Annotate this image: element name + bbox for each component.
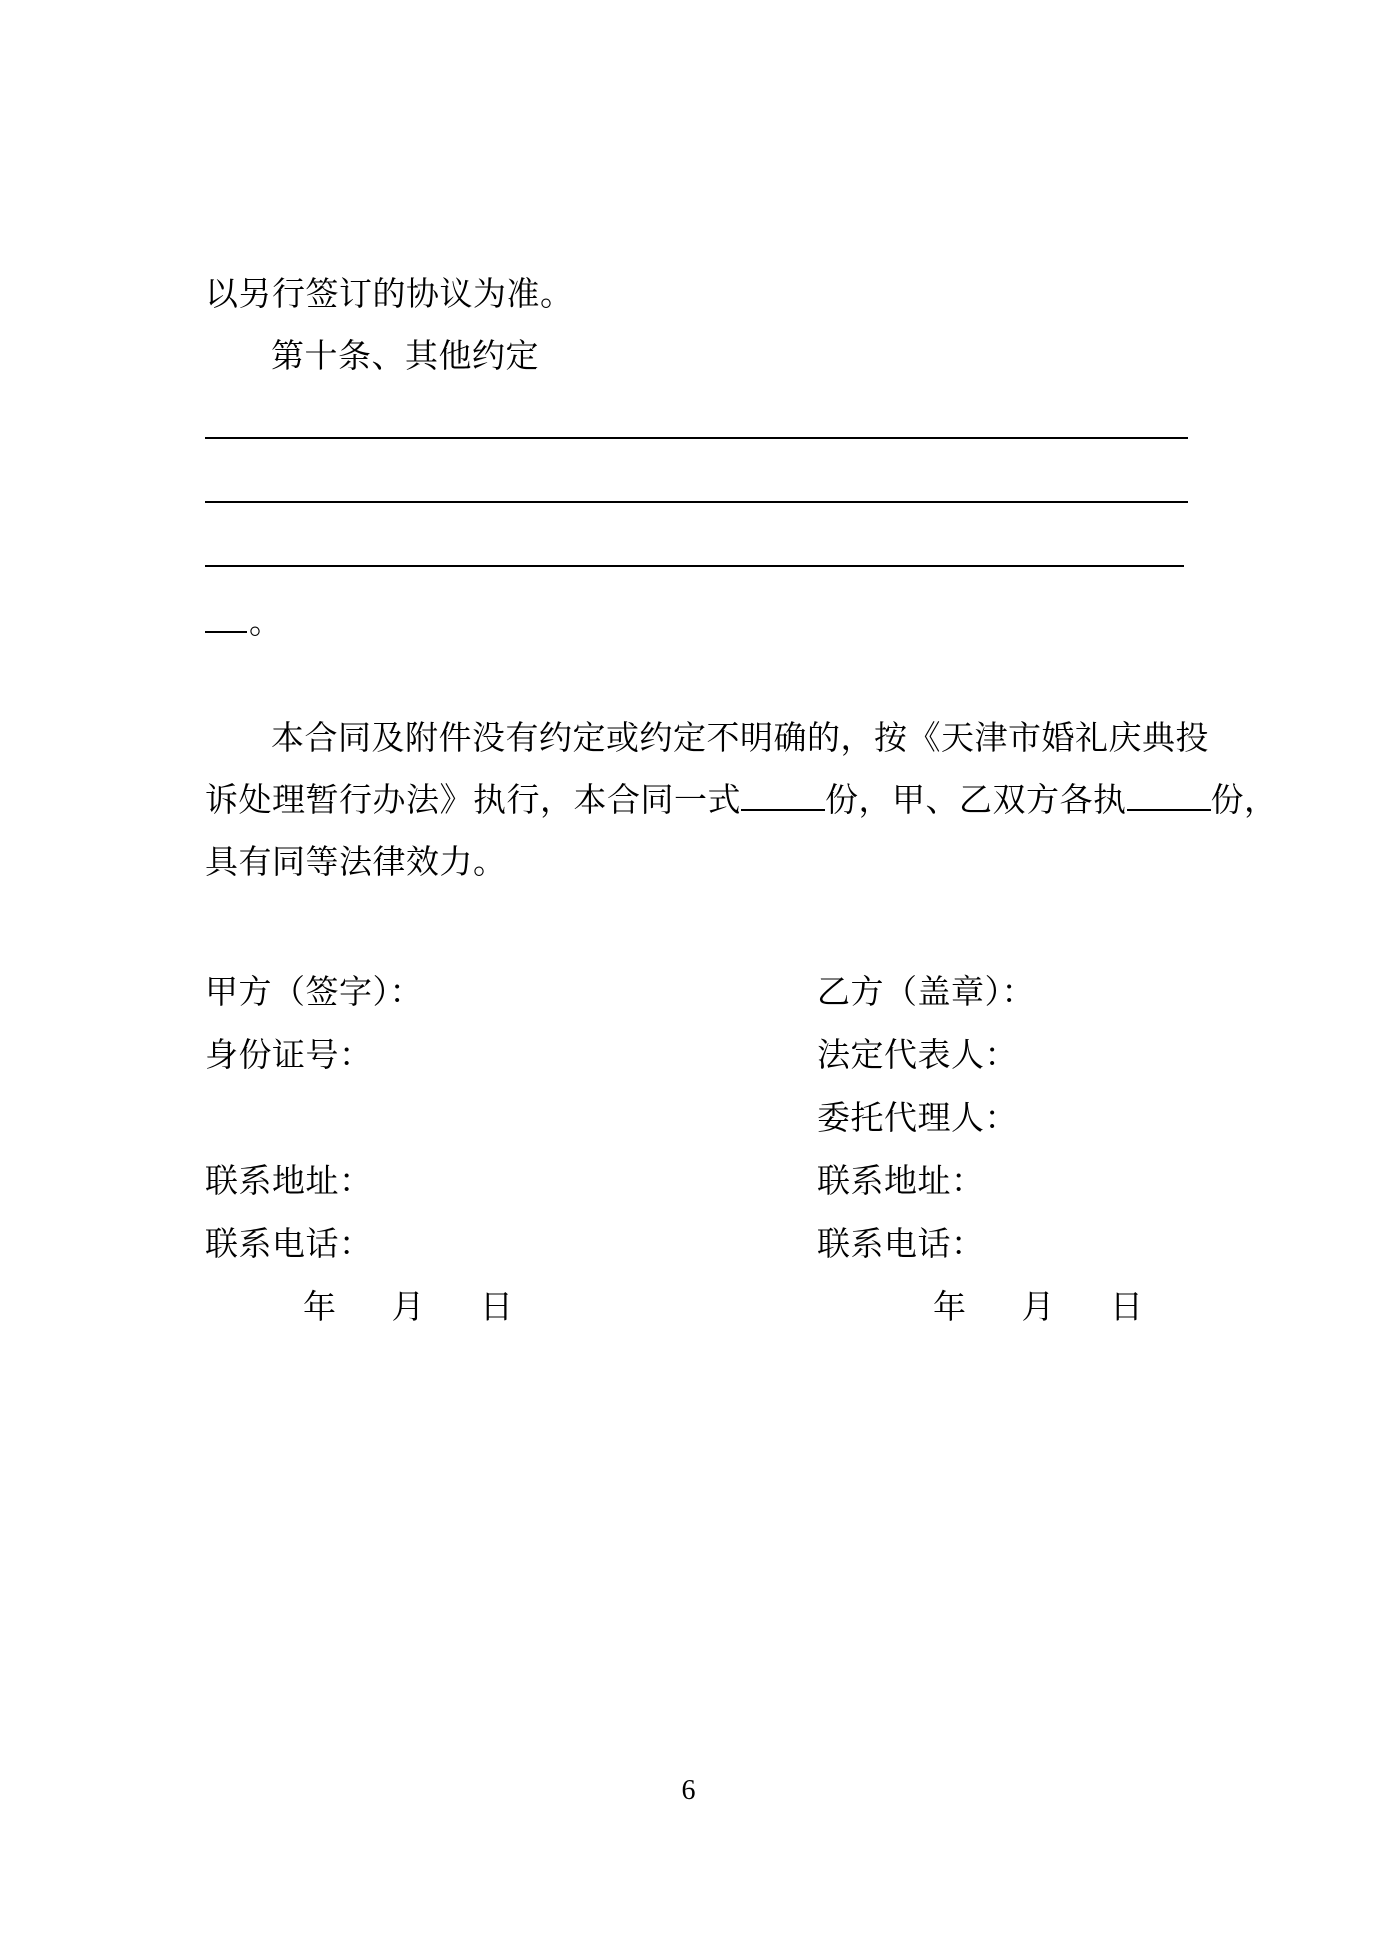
party-b-date-month: 月	[1021, 1287, 1055, 1326]
party-a-signature-label: 甲方（签字）：	[205, 972, 423, 1011]
party-b-phone-label: 联系电话：	[817, 1224, 985, 1263]
party-b-date-year: 年	[933, 1287, 967, 1326]
copies-each-blank[interactable]	[1127, 779, 1211, 811]
party-b-date-day: 日	[1110, 1287, 1144, 1326]
party-a-date-year: 年	[303, 1287, 337, 1326]
fill-in-line-1[interactable]	[205, 437, 1188, 439]
party-a-id-label: 身份证号：	[205, 1035, 373, 1074]
copies-total-blank[interactable]	[741, 779, 825, 811]
party-b-date	[933, 1285, 1144, 1329]
clause-line-2	[205, 778, 1278, 822]
article-ten-heading: 第十条、其他约定	[271, 336, 539, 375]
fill-in-line-end	[205, 600, 283, 644]
party-a-phone-label: 联系电话：	[205, 1224, 373, 1263]
party-b-seal-label: 乙方（盖章）：	[817, 972, 1035, 1011]
clause-line-2-part3: 份，	[1210, 780, 1278, 819]
party-b-agent-label: 委托代理人：	[817, 1098, 1018, 1137]
party-a-date	[303, 1285, 514, 1329]
party-a-date-month: 月	[391, 1287, 425, 1326]
party-b-address-label: 联系地址：	[817, 1161, 985, 1200]
fill-in-line-4[interactable]	[205, 601, 247, 633]
page-number: 6	[681, 1775, 696, 1806]
fill-in-line-2[interactable]	[205, 501, 1188, 503]
party-a-address-label: 联系地址：	[205, 1161, 373, 1200]
continuation-line: 以另行签订的协议为准。	[205, 274, 574, 313]
clause-line-2-part1: 诉处理暂行办法》执行，本合同一式	[205, 780, 741, 819]
party-b-legal-rep-label: 法定代表人：	[817, 1035, 1018, 1074]
clause-line-1: 本合同及附件没有约定或约定不明确的，按《天津市婚礼庆典投	[271, 718, 1209, 757]
fill-in-line-3[interactable]	[205, 565, 1184, 567]
clause-line-2-part2: 份，甲、乙双方各执	[825, 780, 1127, 819]
party-a-date-day: 日	[480, 1287, 514, 1326]
fill-in-end-mark: 。	[249, 602, 283, 641]
clause-line-3: 具有同等法律效力。	[205, 842, 507, 881]
